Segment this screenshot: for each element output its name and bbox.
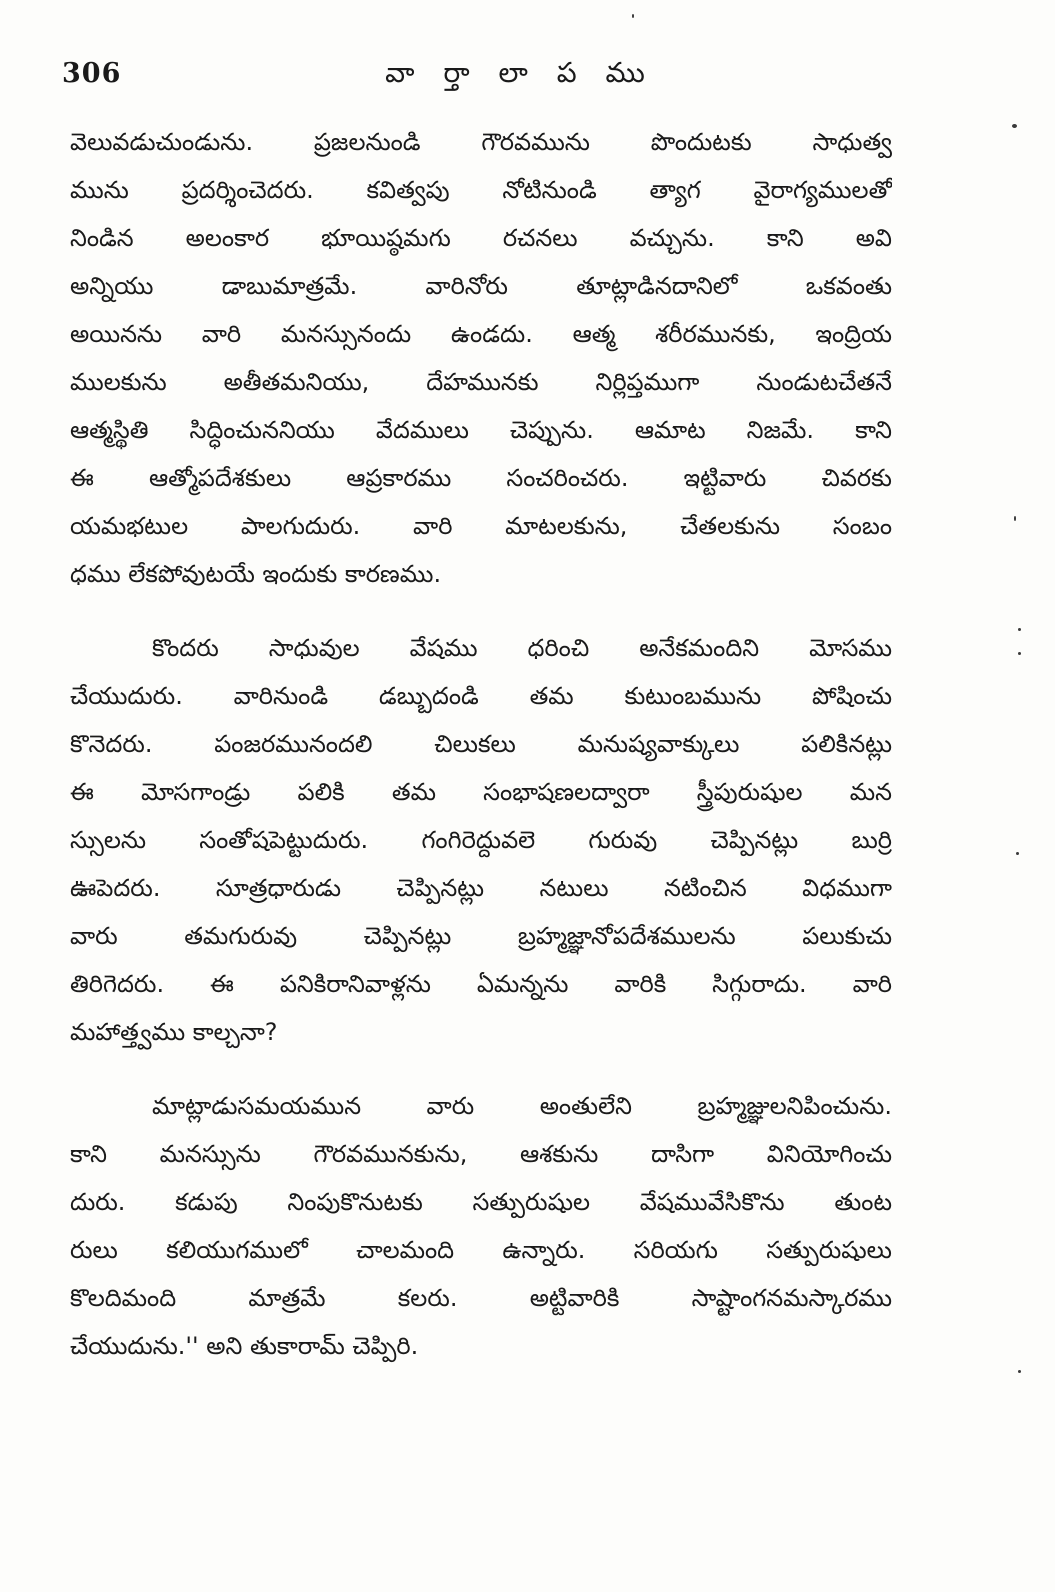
text-line: ఈ మోసగాండ్రు పలికి తమ సంభాషణలద్వారా స్త్రీపురుషుల మన xyxy=(70,778,892,806)
scan-speck xyxy=(1012,124,1017,128)
scan-speck xyxy=(1014,516,1016,521)
text-line: మహాత్త్వము కాల్చనా? xyxy=(70,1018,278,1046)
text-line: స్సులను సంతోషపెట్టుదురు. గంగిరెద్దువలె గురువు చెప్పినట్లు బుర్రి xyxy=(70,826,892,854)
text-line: కాని మనస్సును గౌరవమునకును, ఆశకును దాసిగా వినియోగించు xyxy=(70,1140,892,1168)
page-number: 306 xyxy=(62,58,122,89)
text-line: ఊపెదరు. సూత్రధారుడు చెప్పినట్లు నటులు నటించిన విధముగా xyxy=(70,874,892,902)
text-line: నిండిన అలంకార భూయిష్ఠమగు రచనలు వచ్చును. కాని అవి xyxy=(70,224,892,252)
text-line: అయినను వారి మనస్సునందు ఉండదు. ఆత్మ శరీరమునకు, ఇంద్రియ xyxy=(70,320,892,348)
scan-speck xyxy=(1018,1370,1021,1373)
body-text xyxy=(70,118,892,1370)
text-line: దురు. కడుపు నింపుకొనుటకు సత్పురుషుల వేషమువేసికొను తుంట xyxy=(70,1188,892,1216)
text-line: కొందరు సాధువుల వేషము ధరించి అనేకమందిని మోసము xyxy=(152,634,892,662)
scan-speck xyxy=(632,14,634,18)
text-line: మును ప్రదర్శించెదరు. కవిత్వపు నోటినుండి త్యాగ వైరాగ్యములతో xyxy=(70,176,892,204)
text-line: ఆత్మస్థితి సిద్ధించుననియు వేదములు చెప్పును. ఆమాట నిజమే. కాని xyxy=(70,416,892,444)
text-line: వారు తమగురువు చెప్పినట్లు బ్రహ్మజ్ఞానోపదేశములను పలుకుచు xyxy=(70,922,892,950)
paragraph-1 xyxy=(70,118,892,598)
scan-speck xyxy=(1016,852,1019,855)
paragraph-2 xyxy=(70,624,892,1056)
text-line: కొలదిమంది మాత్రమే కలరు. అట్టివారికి సాష్టాంగనమస్కారము xyxy=(70,1284,892,1312)
text-line: యమభటుల పాలగుదురు. వారి మాటలకును, చేతలకును సంబం xyxy=(70,512,892,540)
text-line: రులు కలియుగములో చాలమంది ఉన్నారు. సరియగు సత్పురుషులు xyxy=(70,1236,892,1264)
text-line: ఈ ఆత్మోపదేశకులు ఆప్రకారము సంచరించరు. ఇట్టివారు చివరకు xyxy=(70,464,892,492)
text-line: కొనెదరు. పంజరమునందలి చిలుకలు మనుష్యవాక్కులు పలికినట్లు xyxy=(70,730,892,758)
text-line: చేయుదును.'' అని తుకారామ్ చెప్పిరి. xyxy=(70,1332,419,1360)
text-line: అన్నియు డాబుమాత్రమే. వారినోరు తూట్లాడినదానిలో ఒకవంతు xyxy=(70,272,892,300)
text-line: ములకును అతీతమనియు, దేహమునకు నిర్లిప్తముగా నుండుటచేతనే xyxy=(70,368,892,396)
paragraph-3 xyxy=(70,1082,892,1370)
text-line: చేయుదురు. వారినుండి డబ్బుదండి తమ కుటుంబమును పోషించు xyxy=(70,682,892,710)
text-line: మాట్లాడుసమయమున వారు అంతులేని బ్రహ్మజ్ఞులనిపించును. xyxy=(152,1092,892,1120)
text-line: తిరిగెదరు. ఈ పనికిరానివాళ్లను ఏమన్నను వారికి సిగ్గురాదు. వారి xyxy=(70,970,892,998)
scan-speck xyxy=(1018,628,1021,631)
text-line: ధము లేకపోవుటయే ఇందుకు కారణము. xyxy=(70,560,442,588)
scan-speck xyxy=(1018,652,1021,655)
text-line: వెలువడుచుండును. ప్రజలనుండి గౌరవమును పొందుటకు సాధుత్వ xyxy=(70,128,892,156)
running-title: వా ర్తా లా ప ము xyxy=(385,56,655,89)
